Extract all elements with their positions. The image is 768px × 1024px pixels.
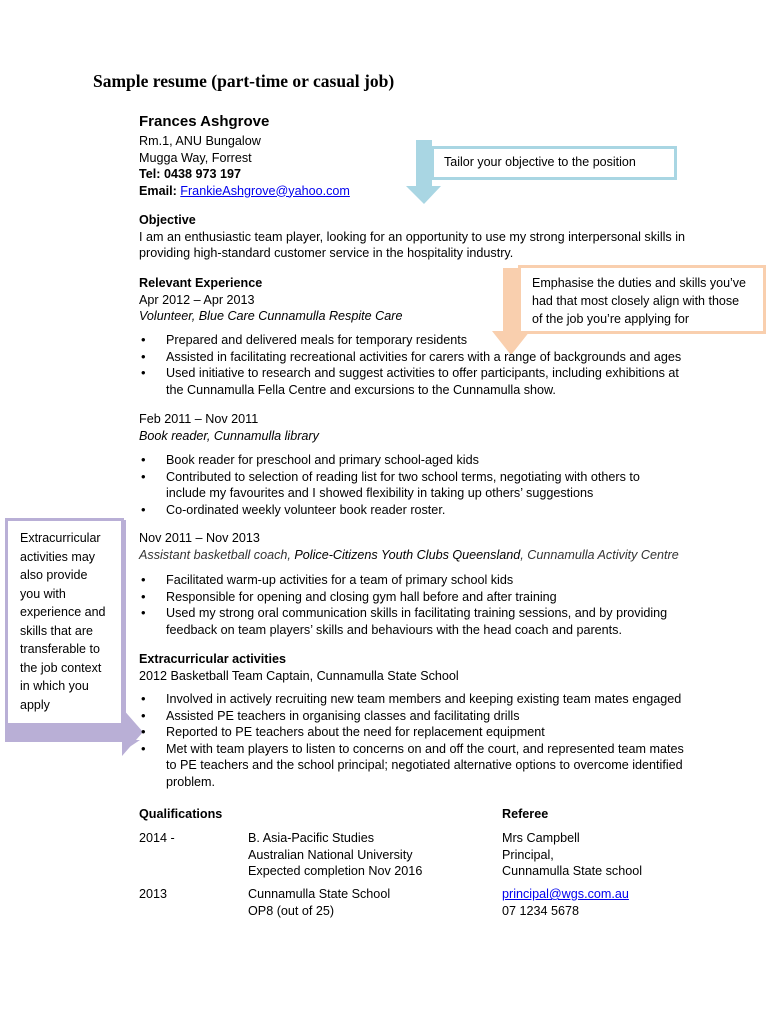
job-2-header: [139, 411, 739, 444]
extra-tip-line: you with: [20, 586, 66, 601]
referee-contact: [502, 886, 629, 919]
extra-tip-line: in which you: [20, 679, 89, 693]
job-dates: Nov 2011 – Nov 2013: [139, 531, 260, 545]
list-item: • Assisted in facilitating recreational activities for carers with a range of backgrounds and ages: [139, 349, 739, 366]
referee-email-link[interactable]: principal@wgs.com.au: [502, 887, 629, 901]
experience-tip-line: had that most closely align with those: [532, 294, 740, 308]
email-link[interactable]: FrankieAshgrove@yahoo.com: [180, 183, 350, 198]
objective-heading: Objective: [139, 213, 196, 227]
job-role: Assistant basketball coach, Police-Citizens Youth Clubs Queensland, Cunnamulla Activity Centre: [139, 547, 679, 562]
list-item: • Contributed to selection of reading list for two school terms, negotiating with others to include my favourites and I showed flexibility in taking up others’ suggestions: [139, 469, 739, 502]
extra-tip-line: activities may: [20, 549, 96, 564]
list-item: • Reported to PE teachers about the need for replacement equipment: [139, 724, 749, 741]
extra-tip-line: transferable to: [20, 642, 100, 656]
list-item: • Assisted PE teachers in organising classes and facilitating drills: [139, 708, 749, 725]
qualification-details: Cunnamulla State School OP8 (out of 25): [248, 887, 391, 918]
address-line: Rm.1, ANU Bungalow: [139, 134, 261, 148]
extra-tip-line: Extracurricular: [20, 531, 101, 545]
list-item: • Used initiative to research and suggest activities to offer participants, including exhibitions at the Cunnamulla Fella Centre and excursions to the Cunnamulla show.: [139, 365, 739, 398]
list-item: • Involved in actively recruiting new team members and keeping existing team mates engaged: [139, 691, 749, 708]
job-role: Book reader, Cunnamulla library: [139, 428, 319, 443]
list-item: • Met with team players to listen to concerns on and off the court, and represented team mates to PE teachers and the school principal; negotiated alternative options to overcome identified problem.: [139, 741, 749, 791]
extracurricular-bullets: [139, 691, 749, 790]
objective-tip-text: Tailor your objective to the position: [444, 155, 636, 169]
extra-tip-line: experience and: [20, 605, 106, 619]
list-item: • Book reader for preschool and primary school-aged kids: [139, 452, 739, 469]
referee-details: [502, 830, 642, 880]
extracurricular-section: [139, 651, 739, 684]
experience-tip-line: Emphasise the duties and skills you’ve: [532, 276, 747, 290]
list-item: • Prepared and delivered meals for temporary residents: [139, 332, 739, 349]
list-item: • Responsible for opening and closing gym hall before and after training: [139, 589, 739, 606]
phone: Tel: 0438 973 197: [139, 167, 241, 181]
job-dates: Feb 2011 – Nov 2011: [139, 412, 259, 426]
job-bullets: [139, 332, 739, 398]
job-bullets: [139, 452, 739, 518]
job-dates: Apr 2012 – Apr 2013: [139, 292, 255, 307]
list-item: • Used my strong oral communication skills in facilitating training sessions, and by providing feedback on team players’ skills and behaviours with the head coach and parents.: [139, 605, 739, 638]
extracurricular-tip-callout: [5, 518, 124, 723]
extracurricular-heading: Extracurricular activities: [139, 652, 287, 666]
email-label: Email:: [139, 183, 181, 198]
extracurricular-subheading: 2012 Basketball Team Captain, Cunnamulla State School: [139, 668, 459, 683]
extra-tip-line: apply: [20, 697, 50, 712]
qualification-year: 2014 -: [139, 831, 175, 845]
objective-line: providing high-standard customer service in the hospitality industry.: [139, 246, 514, 260]
objective-line: I am an enthusiastic team player, looking for an opportunity to use my strong interpersonal skills in: [139, 229, 686, 244]
referee-phone: 07 1234 5678: [502, 903, 580, 918]
experience-tip-line: of the job you’re applying for: [532, 312, 690, 326]
extra-tip-line: the job context: [20, 660, 102, 675]
objective-section: [139, 212, 739, 262]
page-title: Sample resume (part-time or casual job): [93, 71, 395, 91]
extra-tip-line: skills that are: [20, 623, 93, 638]
referee-name: Mrs Campbell: [502, 831, 580, 845]
contact-block: [139, 133, 350, 199]
list-item: • Co-ordinated weekly volunteer book reader roster.: [139, 502, 739, 519]
experience-heading: Relevant Experience: [139, 276, 263, 290]
extra-tip-line: also provide: [20, 568, 88, 582]
address-line: Mugga Way, Forrest: [139, 150, 252, 165]
job-bullets: [139, 572, 739, 638]
qualification-details: B. Asia-Pacific Studies Australian National University Expected completion Nov 2016: [248, 831, 423, 878]
job-role: Volunteer, Blue Care Cunnamulla Respite Care: [139, 309, 403, 323]
applicant-name: Frances Ashgrove: [139, 113, 270, 130]
referee-heading: Referee: [502, 807, 549, 821]
qualification-year: 2013: [139, 887, 168, 901]
referee-position: Principal,: [502, 847, 554, 862]
referee-org: Cunnamulla State school: [502, 864, 643, 878]
experience-section: [139, 275, 739, 325]
objective-tip-callout: [431, 146, 677, 180]
qualifications-heading: Qualifications: [139, 807, 223, 821]
list-item: • Facilitated warm-up activities for a team of primary school kids: [139, 572, 739, 589]
job-3-header: [139, 530, 739, 563]
